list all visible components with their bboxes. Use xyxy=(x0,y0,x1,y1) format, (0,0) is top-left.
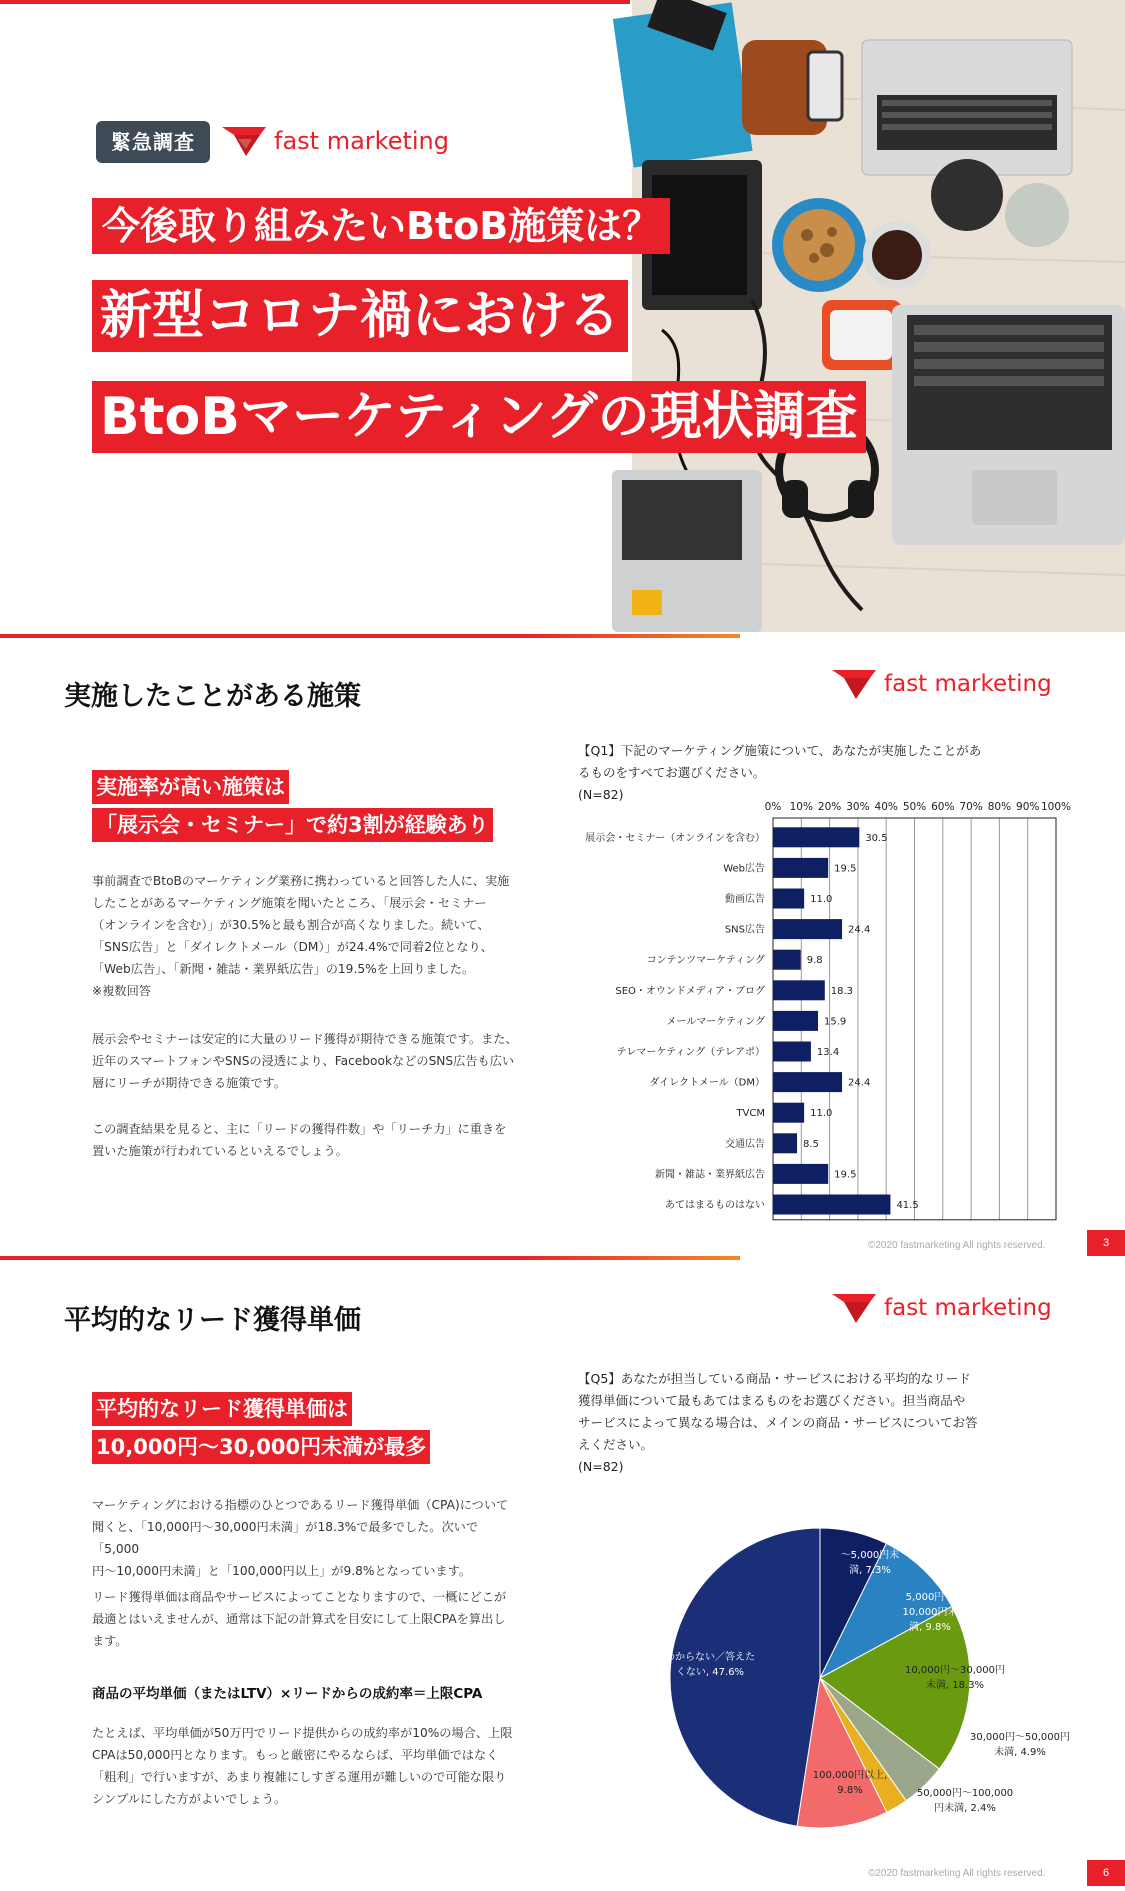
highlight-line-1: 平均的なリード獲得単価は xyxy=(92,1392,352,1426)
fast-marketing-logo-icon xyxy=(222,125,266,157)
slice-label: 30,000円～50,000円未満, 4.9% xyxy=(970,1732,1070,1758)
x-tick-label: 90% xyxy=(1016,801,1040,813)
highlight-line-2: 10,000円～30,000円未満が最多 xyxy=(92,1430,430,1464)
cover-title-line-3: BtoBマーケティングの現状調査 xyxy=(92,381,866,453)
slide-lead-cost xyxy=(0,1256,1125,1891)
cover-slide xyxy=(0,0,1125,632)
bar xyxy=(773,1072,842,1092)
bar xyxy=(773,1042,811,1062)
value-label: 30.5 xyxy=(865,832,888,844)
copyright: ©2020 fastmarketing All rights reserved. xyxy=(868,1868,1046,1879)
category-label: テレマーケティング（テレアポ） xyxy=(616,1047,765,1058)
cover-title-line-1: 今後取り組みたいBtoB施策は？ xyxy=(92,198,670,254)
value-label: 11.0 xyxy=(810,894,833,905)
x-tick-label: 80% xyxy=(987,801,1012,813)
highlight-line-1: 実施率が高い施策は xyxy=(92,770,289,804)
slice-label: 10,000円～30,000円未満, 18.3% xyxy=(905,1665,1005,1691)
slide-title: 実施したことがある施策 xyxy=(64,681,361,712)
fast-marketing-logo-icon xyxy=(832,668,876,700)
brand-logo xyxy=(222,125,449,157)
value-label: 9.8 xyxy=(806,955,823,967)
page-number: 6 xyxy=(1087,1860,1125,1886)
urgent-survey-badge: 緊急調査 xyxy=(96,121,210,163)
value-label: 8.5 xyxy=(803,1138,819,1150)
bar xyxy=(773,980,825,1000)
bar-chart-q1 xyxy=(560,788,1080,1211)
slide-implemented-measures xyxy=(0,648,1125,1256)
bar xyxy=(773,858,828,878)
body-paragraph-3: たとえば、平均単価が50万円でリード提供からの成約率が10%の場合、上限 CPAは50,000円となります。もっと厳密にやるならば、平均単価ではなく 「粗利」で行いますが、あまり複雑にしすぎる運用が難しいので可能な限り シンプルにした方がよいでしょう。 xyxy=(92,1726,513,1806)
bar xyxy=(773,919,842,939)
value-label: 24.4 xyxy=(848,1077,871,1089)
value-label: 18.3 xyxy=(830,985,854,997)
x-tick-label: 10% xyxy=(789,801,813,813)
body-paragraph-1: 事前調査でBtoBのマーケティング業務に携わっていると回答した人に、実施 したことがあるマーケティング施策を聞いたところ、「展示会・セミナー （オンラインを含む）」が30.5%と最も割合が高くなりました。続いて、 「SNS広告」と「ダイレクトメール（DM）」が24.4%で同着2位となり、 「Web広告」、「新聞・雑誌・業界紙広告」の19.5%を上回りました。 ※複数回答 xyxy=(92,874,510,998)
category-label: メールマーケティング xyxy=(666,1016,765,1028)
x-tick-label: 70% xyxy=(959,801,983,813)
category-label: 展示会・セミナー（オンラインを含む） xyxy=(585,832,765,844)
value-label: 24.4 xyxy=(848,924,871,936)
fast-marketing-logo-icon xyxy=(832,1292,876,1324)
category-label: ダイレクトメール（DM） xyxy=(649,1077,765,1089)
category-label: 交通広告 xyxy=(725,1138,765,1150)
slide-top-line xyxy=(0,1256,740,1260)
page-number: 3 xyxy=(1087,1230,1125,1256)
bar xyxy=(773,1195,890,1215)
logo-text: fast marketing xyxy=(884,1295,1052,1321)
cover-title-line-2: 新型コロナ禍における xyxy=(92,280,628,352)
bar xyxy=(773,1133,797,1153)
x-tick-label: 50% xyxy=(902,801,927,813)
category-label: Web広告 xyxy=(723,863,765,875)
value-label: 19.5 xyxy=(834,863,857,875)
bar xyxy=(773,950,801,970)
category-label: あてはまるものはない xyxy=(665,1200,765,1211)
top-accent-line xyxy=(0,0,630,4)
question-q5: 【Q5】あなたが担当している商品・サービスにおける平均的なリード 獲得単価について最もあてはまるものをお選びください。担当商品や サービスによって異なる場合は、メインの商品・サービスについてお答 えください。 (N=82) xyxy=(578,1371,978,1474)
category-label: SEO・オウンドメディア・ブログ xyxy=(615,985,765,997)
body-paragraph-2: 展示会やセミナーは安定的に大量のリード獲得が期待できる施策です。また、 近年のスマートフォンやSNSの浸透により、FacebookなどのSNS広告も広い 層にリーチが期待できる施策です。 xyxy=(92,1032,518,1090)
x-tick-label: 30% xyxy=(846,801,870,813)
logo-text: fast marketing xyxy=(884,671,1052,697)
bar xyxy=(773,1011,818,1031)
slice-label: 5,000円～ 10,000円未満, 9.8% xyxy=(902,1592,958,1633)
bar xyxy=(773,1164,828,1184)
slice-label: わからない／答えたくない, 47.6% xyxy=(665,1652,755,1678)
desk-photo xyxy=(632,0,1125,632)
logo-text: fast marketing xyxy=(274,127,449,155)
slice-label: ～5,000円未満, 7.3% xyxy=(840,1550,900,1576)
value-label: 19.5 xyxy=(834,1169,857,1181)
value-label: 15.9 xyxy=(823,1016,847,1028)
body-paragraph-2: リード獲得単価は商品やサービスによってことなりますので、一概にどこが 最適とはいえませんが、通常は下記の計算式を目安にして上限CPAを算出し ます。 xyxy=(92,1590,507,1648)
highlight-line-2: 「展示会・セミナー」で約3割が経験あり xyxy=(92,808,493,842)
upper-cpa-formula: 商品の平均単価（またはLTV）×リードからの成約率＝上限CPA xyxy=(92,1686,483,1702)
slice-label: 50,000円～100,000 円未満, 2.4% xyxy=(916,1788,1014,1814)
bar xyxy=(773,827,859,847)
category-label: 新聞・雑誌・業界紙広告 xyxy=(655,1169,765,1181)
value-label: 11.0 xyxy=(810,1108,833,1120)
brand-logo xyxy=(832,668,1052,700)
cover-bottom-line xyxy=(0,634,740,638)
body-paragraph-1: マーケティングにおける指標のひとつであるリード獲得単価（CPA)について 聞くと、「10,000円～30,000円未満」が18.3%で最多でした。次いで「5,000 円～10,000円未満」と「100,000円以上」が9.8%となっています。 xyxy=(92,1498,509,1578)
category-label: TVCM xyxy=(736,1108,765,1120)
copyright: ©2020 fastmarketing All rights reserved. xyxy=(868,1240,1046,1251)
x-tick-label: 0% xyxy=(764,801,782,813)
value-label: 41.5 xyxy=(896,1200,919,1211)
x-tick-label: 100% xyxy=(1040,801,1072,813)
x-tick-label: 60% xyxy=(931,801,955,813)
category-label: コンテンツマーケティング xyxy=(646,955,765,967)
body-paragraph-3: この調査結果を見ると、主に「リードの獲得件数」や「リーチ力」に重きを 置いた施策が行われているといえるでしょう。 xyxy=(92,1122,507,1158)
x-tick-label: 40% xyxy=(874,801,898,813)
category-label: 動画広告 xyxy=(725,894,765,905)
value-label: 13.4 xyxy=(816,1047,840,1058)
category-label: SNS広告 xyxy=(724,924,765,936)
slide-title: 平均的なリード獲得単価 xyxy=(64,1305,361,1336)
slice-label: 100,000円以上, 9.8% xyxy=(812,1770,888,1796)
bar xyxy=(773,1103,804,1123)
question-q1: 【Q1】下記のマーケティング施策について、あなたが実施したことがあ るものをすべてお選びください。 (N=82) xyxy=(578,743,982,802)
bar xyxy=(773,889,804,909)
pie-chart-q5 xyxy=(620,1488,1070,1878)
brand-logo xyxy=(832,1292,1052,1324)
x-tick-label: 20% xyxy=(817,801,842,813)
